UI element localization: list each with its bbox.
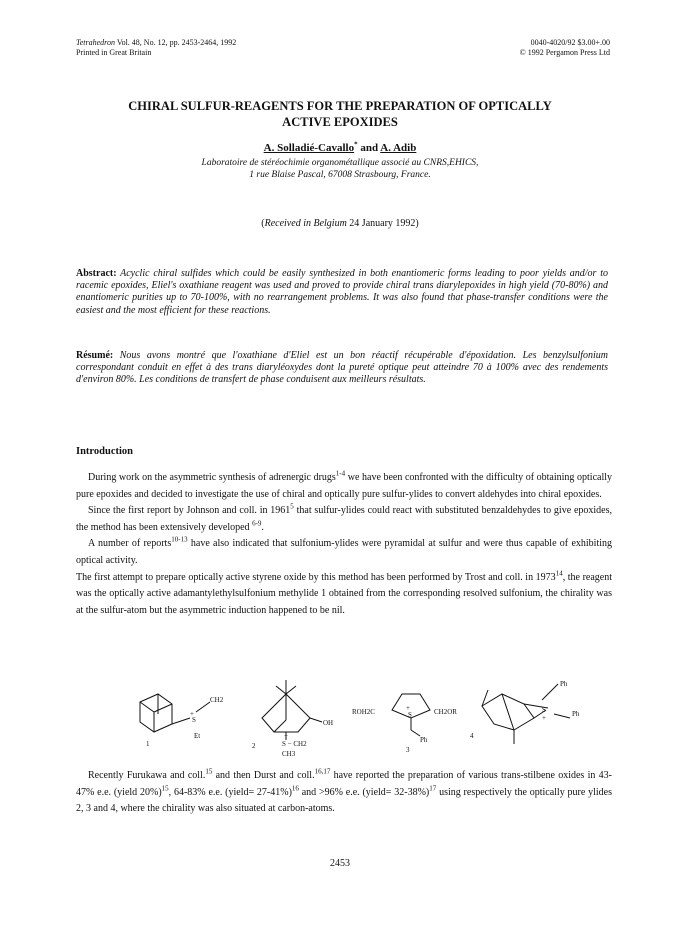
- s3-plus: +: [406, 704, 410, 712]
- s1-ch2: CH2: [210, 696, 224, 704]
- structure-4: [482, 684, 570, 744]
- abstract-text: Acyclic chiral sulfides which could be easily synthesized in both enantiomeric forms leading to poor yields and/or to racemic epoxides, Eliel's oxathiane reagent was used and proved to provide chiral trans diarylepoxides in high yield (70-80%) and enantiomeric purities up to 70-100%, with no rearrangement problems. It was also found that phase-transfer conditions were the easiest and the most efficient for these reactions.: [76, 268, 608, 316]
- s4-ph-top: Ph: [560, 680, 568, 688]
- s1-et: Et: [194, 732, 201, 740]
- structure-label-2: 2: [252, 742, 256, 750]
- p5-text-c: have reported the preparation of various trans-stilbene oxides in 43-47% e.e. (yield 20%): [76, 770, 612, 798]
- ref-5: 5: [290, 502, 294, 511]
- resume: [76, 350, 608, 387]
- structure-2: [262, 680, 322, 740]
- p2-text-a: Since the first report by Johnson and coll. in 1961: [88, 505, 291, 517]
- author-2: A. Adib: [380, 142, 417, 154]
- paragraph-5: [76, 768, 612, 818]
- intro-body-lower: [76, 768, 612, 818]
- s3-right: CH2OR: [434, 708, 457, 716]
- ref-6-9: 6-9: [252, 519, 262, 528]
- received-text: Received in Belgium: [264, 218, 347, 229]
- paragraph-1: [76, 470, 612, 503]
- p4-text-a: The first attempt to prepare optically active styrene oxide by this method has been performed by Trost and coll. in 1973: [76, 571, 556, 583]
- ref-17b: 17: [429, 784, 437, 793]
- issn-code: 0040-4020/92 $3.00+.00: [530, 38, 610, 47]
- structure-label-3: 3: [406, 746, 410, 754]
- received-paren: (: [261, 218, 265, 229]
- author-1: A. Solladié-Cavallo: [263, 142, 355, 154]
- s4-ph-right: Ph: [572, 710, 580, 718]
- affiliation-line-2: 1 rue Blaise Pascal, 67008 Strasbourg, France.: [249, 170, 431, 180]
- journal-citation: [76, 38, 236, 48]
- p5-text-e: and >96% e.e. (yield= 32-38%): [298, 786, 430, 798]
- s1-sulfur: S: [192, 716, 196, 724]
- ref-10-13: 10-13: [171, 536, 188, 545]
- s3-sulfur: S: [408, 711, 412, 719]
- p1-text-a: During work on the asymmetric synthesis of adrenergic drugs: [88, 472, 336, 483]
- structure-label-1: 1: [146, 740, 150, 748]
- ref-1-4: 1-4: [335, 469, 346, 478]
- abstract-label: Abstract:: [76, 268, 117, 279]
- received-date: [60, 218, 620, 229]
- title-line-2: ACTIVE EPOXIDES: [282, 115, 398, 129]
- p5-text-d: , 64-83% e.e. (yield= 27-41%): [168, 786, 292, 798]
- citation: Vol. 48, No. 12, pp. 2453-2464, 1992: [114, 38, 237, 47]
- s2-oh: OH: [323, 719, 334, 727]
- authors: [60, 142, 620, 154]
- ref-15: 15: [205, 767, 213, 776]
- ref-15b: 15: [161, 784, 169, 793]
- ref-16b: 16: [291, 784, 299, 793]
- p4-text-b: , the reagent was the optically active adamantylethylsulfonium methylide 1 obtained from the corresponding resolved sulfonium, the chirality was at the sulfur-atom but the asymmetric induction happened to be nil.: [76, 571, 613, 616]
- s2-plus: +: [284, 732, 288, 740]
- chemical-structures-figure: [110, 680, 610, 760]
- p3-text-a: A number of reports: [88, 538, 172, 550]
- s2-sch2: S − CH2: [282, 740, 307, 748]
- p5-text-f: using respectively the optically pure ylides 2, 3 and 4, where the chirality was also situated at carbon-atoms.: [76, 786, 612, 815]
- title-line-1: CHIRAL SULFUR-REAGENTS FOR THE PREPARATION OF OPTICALLY: [128, 99, 552, 113]
- ref-16-17: 16,17: [314, 767, 331, 776]
- author-and: and: [357, 142, 381, 154]
- ref-14: 14: [555, 569, 563, 578]
- resume-label: Résumé:: [76, 350, 114, 361]
- paragraph-2: [76, 503, 612, 536]
- structure-label-4: 4: [470, 732, 474, 740]
- paragraph-4: [76, 570, 612, 620]
- s3-ph: Ph: [420, 736, 428, 744]
- journal-name: Tetrahedron: [76, 38, 115, 47]
- s4-sulfur: S: [542, 706, 546, 714]
- resume-text: Nous avons montré que l'oxathiane d'Eliel est un bon réactif récupérable d'époxidation. Les benzylsulfonium correspondant conduit en effet à des trans diaryléoxydes dont la pureté optique peut atteindre 70 à 100% avec des rendements d'environ 80%. Les conditions de transfert de phase conduisent aux meilleurs résultats.: [76, 350, 608, 386]
- s4-plus: +: [542, 714, 546, 722]
- section-heading-introduction: Introduction: [76, 446, 133, 457]
- p1-text-b: we have been confronted with the difficulty of obtaining optically pure epoxides and decided to investigate the use of chiral and optically pure sulfur-ylides to convert aldehydes into chiral epoxides.: [76, 472, 612, 500]
- structure-1: [140, 694, 210, 732]
- received-date-value: 24 January 1992): [346, 218, 419, 229]
- s2-ch3: CH3: [282, 750, 296, 758]
- paragraph-3: [76, 536, 612, 569]
- p3-text-b: have also indicated that sulfonium-ylides were pyramidal at sulfur and were thus capable of exhibiting optical activity.: [76, 538, 612, 566]
- p2-text-c: .: [261, 521, 264, 533]
- affiliation: [60, 157, 620, 181]
- abstract: [76, 268, 608, 317]
- paper-title: [60, 98, 620, 130]
- page-number: 2453: [330, 858, 350, 869]
- p5-text-b: and then Durst and coll.: [212, 770, 315, 781]
- p2-text-b: that sulfur-ylides could react with substituted benzaldehydes to give epoxides, the method has been extensively developed: [76, 505, 612, 533]
- copyright: © 1992 Pergamon Press Ltd: [519, 48, 610, 57]
- p5-text-a: Recently Furukawa and coll.: [88, 770, 206, 781]
- printed-in: Printed in Great Britain: [76, 48, 152, 57]
- affiliation-line-1: Laboratoire de stéréochimie organométallique associé au CNRS,EHICS,: [201, 158, 479, 168]
- s1-plus: +: [190, 710, 194, 718]
- s3-left: ROH2C: [352, 708, 375, 716]
- intro-body-upper: [76, 470, 612, 619]
- corresponding-star: *: [354, 140, 358, 149]
